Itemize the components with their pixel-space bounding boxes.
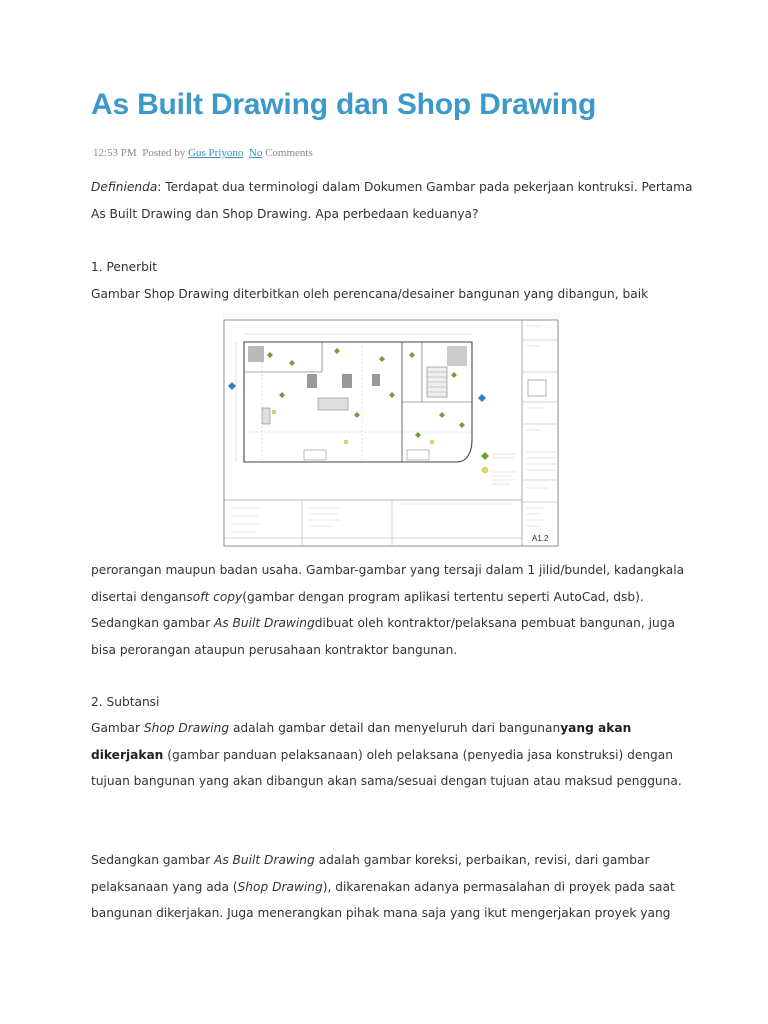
paragraph-line: [91, 742, 691, 769]
text-run: (gambar panduan pelaksanaan) oleh pelaksana (penyedia jasa konstruksi) dengan: [163, 748, 673, 762]
paragraph-line: [91, 584, 691, 611]
post-time: 12:53 PM: [93, 147, 137, 159]
section-heading-subtansi: 2. Subtansi: [91, 695, 160, 709]
text-run: disertai dengan: [91, 590, 187, 604]
bold-term: yang akan: [560, 721, 632, 735]
paragraph-line: [91, 874, 691, 901]
text-run: pelaksanaan yang ada (: [91, 880, 238, 894]
italic-term: Shop Drawing: [143, 721, 230, 735]
paragraph-line: tujuan bangunan yang akan dibangun akan sama/sesuai dengan tujuan atau maksud pengguna.: [91, 774, 682, 788]
section-heading-penerbit: 1. Penerbit: [91, 260, 158, 274]
paragraph-line: perorangan maupun badan usaha. Gambar-gambar yang tersaji dalam 1 jilid/bundel, kadangkala: [91, 563, 685, 577]
comments-label: Comments: [265, 147, 313, 159]
post-title[interactable]: As Built Drawing dan Shop Drawing: [91, 88, 597, 121]
paragraph-line: bisa perorangan ataupun perusahaan kontraktor bangunan.: [91, 643, 458, 657]
text-run: : Terdapat dua terminologi dalam Dokumen Gambar pada pekerjaan kontruksi. Pertama: [157, 180, 693, 194]
text-run: (gambar dengan program aplikasi tertentu seperti AutoCad, dsb).: [242, 590, 644, 604]
paragraph-line: [91, 715, 691, 742]
italic-term: Shop Drawing: [237, 880, 323, 894]
paragraph-line: bangunan dikerjakan. Juga menerangkan pihak mana saja yang ikut mengerjakan proyek yang: [91, 906, 671, 920]
post-meta: [93, 147, 313, 159]
comments-link[interactable]: No: [248, 147, 263, 159]
text-run: adalah gambar koreksi, perbaikan, revisi, dari gambar: [314, 853, 650, 867]
italic-term: As Built Drawing: [213, 616, 315, 630]
text-run: adalah gambar detail dan menyeluruh dari bangunan: [229, 721, 561, 735]
floor-plan-drawing: [222, 312, 560, 548]
text-run: Sedangkan gambar: [91, 616, 214, 630]
paragraph-line: [91, 174, 691, 201]
text-run: As Built Drawing dan Shop Drawing. Apa perbedaan keduanya?: [91, 207, 479, 221]
posted-by-label: Posted by: [142, 147, 186, 159]
italic-term: As Built Drawing: [213, 853, 315, 867]
paragraph-line: [91, 847, 691, 874]
text-run: dibuat oleh kontraktor/pelaksana pembuat bangunan, juga: [314, 616, 675, 630]
paragraph-line: [91, 201, 691, 228]
italic-term: soft copy: [186, 590, 243, 604]
paragraph-line: [91, 610, 691, 637]
sheet-number: A1.2: [532, 534, 549, 543]
paragraph-line: Gambar Shop Drawing diterbitkan oleh perencana/desainer bangunan yang dibangun, baik: [91, 287, 649, 301]
italic-term: Definienda: [91, 180, 158, 194]
text-run: ), dikarenakan adanya permasalahan di proyek pada saat: [322, 880, 675, 894]
author-link[interactable]: Gus Priyono: [188, 147, 244, 159]
text-run: Gambar: [91, 721, 144, 735]
bold-term: dikerjakan: [91, 748, 164, 762]
text-run: Sedangkan gambar: [91, 853, 214, 867]
shop-drawing-image: [222, 312, 560, 548]
